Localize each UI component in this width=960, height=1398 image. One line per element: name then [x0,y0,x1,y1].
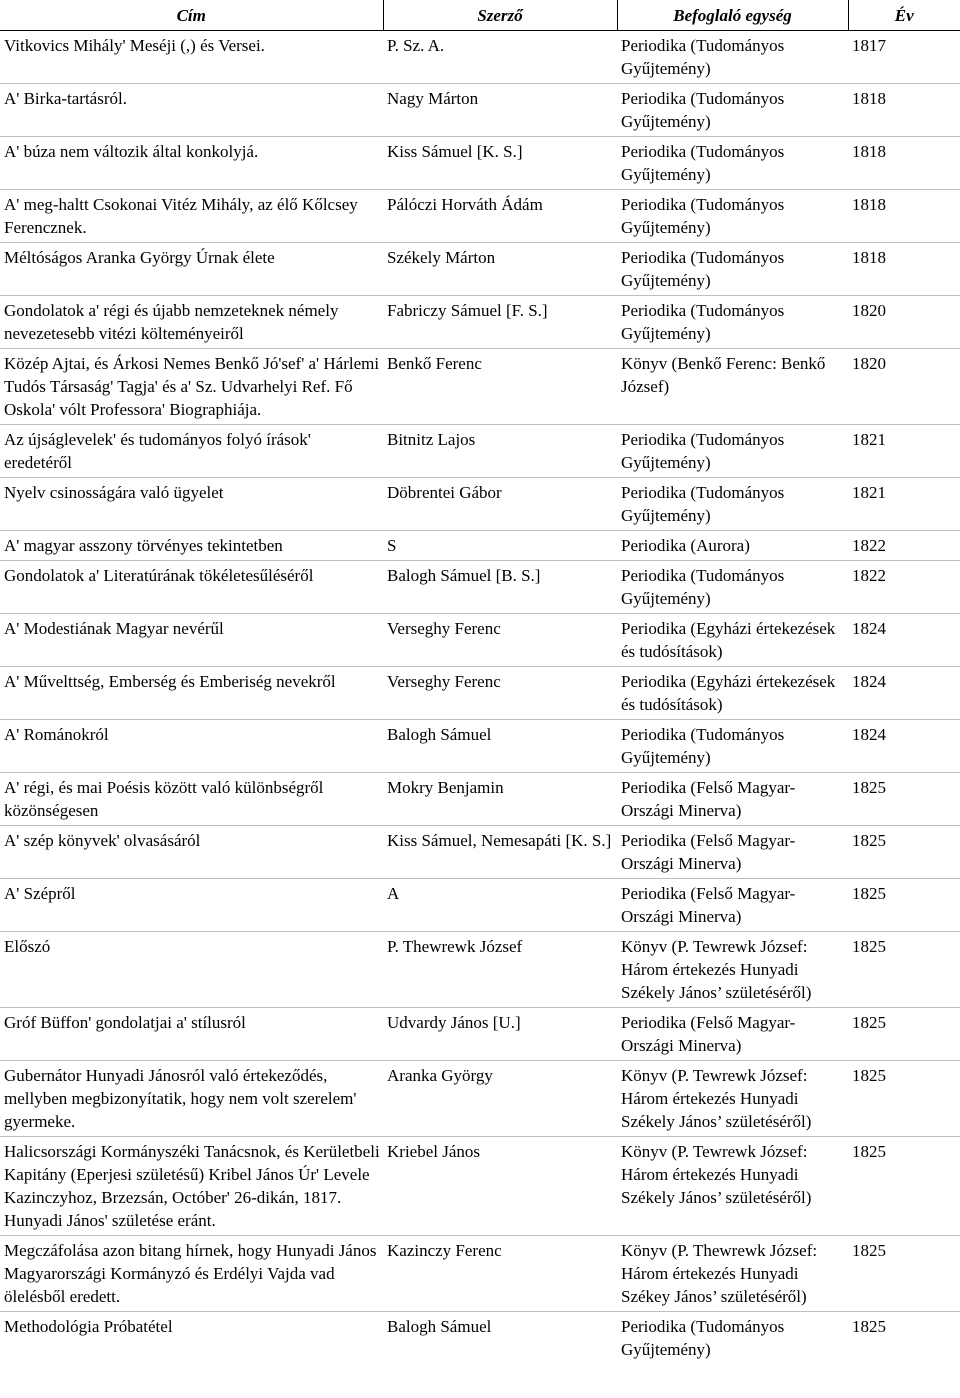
cell-title: Gondolatok a' régi és újabb nemzeteknek némely nevezetesebb vitézi költeményeiről [0,296,383,349]
cell-year: 1821 [848,425,960,478]
cell-author: Székely Márton [383,243,617,296]
table-row [0,243,960,296]
cell-author: Bitnitz Lajos [383,425,617,478]
cell-author: Kiss Sámuel, Nemesapáti [K. S.] [383,826,617,879]
cell-year: 1820 [848,349,960,425]
cell-container: Periodika (Egyházi értekezések és tudósítások) [617,667,848,720]
table-row [0,349,960,425]
cell-title: Gubernátor Hunyadi Jánosról való értekeződés, mellyben megbizonyítatik, hogy nem volt szerelem' gyermeke. [0,1061,383,1137]
cell-title: A' meg-haltt Csokonai Vitéz Mihály, az élő Kőlcsey Ferencznek. [0,190,383,243]
table-row [0,1137,960,1236]
table-row [0,425,960,478]
cell-container: Periodika (Tudományos Gyűjtemény) [617,31,848,84]
cell-title: A' Románokról [0,720,383,773]
cell-author: S [383,531,617,561]
cell-title: A' régi, és mai Poésis között való különbségről közönségesen [0,773,383,826]
cell-author: Döbrentei Gábor [383,478,617,531]
cell-container: Periodika (Felső Magyar-Országi Minerva) [617,1008,848,1061]
header-year: Év [848,0,960,31]
cell-container: Periodika (Felső Magyar-Országi Minerva) [617,879,848,932]
cell-author: Balogh Sámuel [387,1317,492,1336]
cell-author: Benkő Ferenc [383,349,617,425]
cell-author: P. Thewrewk József [383,932,617,1008]
cell-author: Kiss Sámuel [K. S.] [383,137,617,190]
table-row [0,137,960,190]
cell-container: Könyv (Benkő Ferenc: Benkő József) [617,349,848,425]
cell-title: Előszó [0,932,383,1008]
table-row [0,720,960,773]
table-row [0,296,960,349]
cell-year: 1825 [848,879,960,932]
table-row [0,531,960,561]
cell-container: Könyv (P. Tewrewk József: Három értekezés Hunyadi Székely János’ születéséről) [617,932,848,1008]
cell-year: 1825 [852,1317,886,1336]
cell-year: 1825 [848,1236,960,1312]
cell-title: Megczáfolása azon bitang hírnek, hogy Hunyadi János Magyarországi Kormányzó és Erdélyi Vajda vad ölelésből eredett. [0,1236,383,1312]
table-row [0,879,960,932]
cell-author: Udvardy János [U.] [383,1008,617,1061]
table-row [0,31,960,84]
cell-title: A' magyar asszony törvényes tekintetben [0,531,383,561]
cell-container: Periodika (Tudományos Gyűjtemény) [617,243,848,296]
cell-title: Halicsországi Kormányszéki Tanácsnok, és Kerületbeli Kapitány (Eperjesi születésű) Kribel János Úr' Levele Kazinczyhoz, Brzezsán, Octóber' 26-dikán, 1817. Hunyadi János' születése eránt. [0,1137,383,1236]
header-row [0,0,960,31]
cell-container: Periodika (Tudományos Gyűjtemény) [617,84,848,137]
table-row [0,614,960,667]
table-row [0,932,960,1008]
table-row [0,1236,960,1312]
cell-author: Verseghy Ferenc [383,667,617,720]
cell-author: Kriebel János [383,1137,617,1236]
cell-year: 1818 [848,243,960,296]
cell-title: Közép Ajtai, és Árkosi Nemes Benkő Jó'sef' a' Hárlemi Tudós Társaság' Tagja' és a' Sz. Udvarhelyi Ref. Fő Oskola' vólt Professora' Biographiája. [0,349,383,425]
cell-year: 1825 [848,826,960,879]
cell-author: A [383,879,617,932]
cell-title: Az újságlevelek' és tudományos folyó írások' eredetéről [0,425,383,478]
cell-title: Gróf Büffon' gondolatjai a' stílusról [0,1008,383,1061]
cell-title: Vitkovics Mihály' Meséji (,) és Versei. [0,31,383,84]
cell-year: 1820 [848,296,960,349]
table-row [0,826,960,879]
table-row [0,478,960,531]
cell-author: Kazinczy Ferenc [383,1236,617,1312]
cell-title: A' Modestiának Magyar nevérűl [0,614,383,667]
cell-year: 1818 [848,137,960,190]
table-row [0,1312,960,1365]
table-header [0,0,960,31]
cell-title: Gondolatok a' Literatúrának tökéletesűléséről [0,561,383,614]
cell-author: Balogh Sámuel [383,720,617,773]
cell-title: A' búza nem változik által konkolyjá. [0,137,383,190]
table-row [0,1008,960,1061]
cell-container: Periodika (Felső Magyar-Országi Minerva) [617,773,848,826]
cell-container: Periodika (Tudományos Gyűjtemény) [621,1317,785,1359]
cell-title: A' szép könyvek' olvasásáról [0,826,383,879]
cell-author: Aranka György [383,1061,617,1137]
cell-year: 1825 [848,1137,960,1236]
cell-container: Könyv (P. Thewrewk József: Három értekezés Hunyadi Székey János’ születéséről) [617,1236,848,1312]
cell-container: Periodika (Tudományos Gyűjtemény) [617,720,848,773]
table-row [0,84,960,137]
cell-title: Methodológia Próbatétel [4,1317,173,1336]
table-row [0,773,960,826]
cell-year: 1825 [848,773,960,826]
cell-year: 1825 [848,932,960,1008]
cell-container: Könyv (P. Tewrewk József: Három értekezés Hunyadi Székely János’ születéséről) [617,1061,848,1137]
table-row [0,1061,960,1137]
cell-container: Periodika (Tudományos Gyűjtemény) [617,425,848,478]
cell-author: Fabriczy Sámuel [F. S.] [383,296,617,349]
cell-year: 1825 [848,1061,960,1137]
cell-year: 1821 [848,478,960,531]
header-author: Szerző [383,0,617,31]
cell-container: Periodika (Aurora) [617,531,848,561]
header-title: Cím [0,0,383,31]
cell-author: Mokry Benjamin [383,773,617,826]
cell-year: 1818 [848,84,960,137]
cell-author: Nagy Márton [383,84,617,137]
cell-year: 1824 [848,720,960,773]
cell-author: Verseghy Ferenc [383,614,617,667]
cell-container: Periodika (Egyházi értekezések és tudósítások) [617,614,848,667]
table-row [0,190,960,243]
cell-container: Periodika (Tudományos Gyűjtemény) [617,478,848,531]
cell-year: 1825 [848,1008,960,1061]
cell-title: A' Szépről [0,879,383,932]
cell-year: 1822 [848,561,960,614]
cell-author: Pálóczi Horváth Ádám [383,190,617,243]
cell-title: Méltóságos Aranka György Úrnak élete [0,243,383,296]
cell-year: 1824 [848,667,960,720]
table-row [0,561,960,614]
cell-year: 1824 [848,614,960,667]
cell-year: 1818 [848,190,960,243]
cell-year: 1822 [848,531,960,561]
cell-year: 1817 [848,31,960,84]
table-body [0,31,960,1365]
cell-container: Periodika (Tudományos Gyűjtemény) [617,137,848,190]
cell-container: Periodika (Tudományos Gyűjtemény) [617,561,848,614]
cell-container: Könyv (P. Tewrewk József: Három értekezés Hunyadi Székely János’ születéséről) [617,1137,848,1236]
cell-container: Periodika (Tudományos Gyűjtemény) [617,296,848,349]
cell-title: Nyelv csinosságára való ügyelet [0,478,383,531]
header-container: Befoglaló egység [617,0,848,31]
table-row [0,667,960,720]
cell-author: Balogh Sámuel [B. S.] [383,561,617,614]
cell-title: A' Birka-tartásról. [0,84,383,137]
cell-author: P. Sz. A. [383,31,617,84]
cell-title: A' Művelttség, Emberség és Emberiség nevekről [0,667,383,720]
cell-container: Periodika (Tudományos Gyűjtemény) [617,190,848,243]
cell-container: Periodika (Felső Magyar-Országi Minerva) [617,826,848,879]
